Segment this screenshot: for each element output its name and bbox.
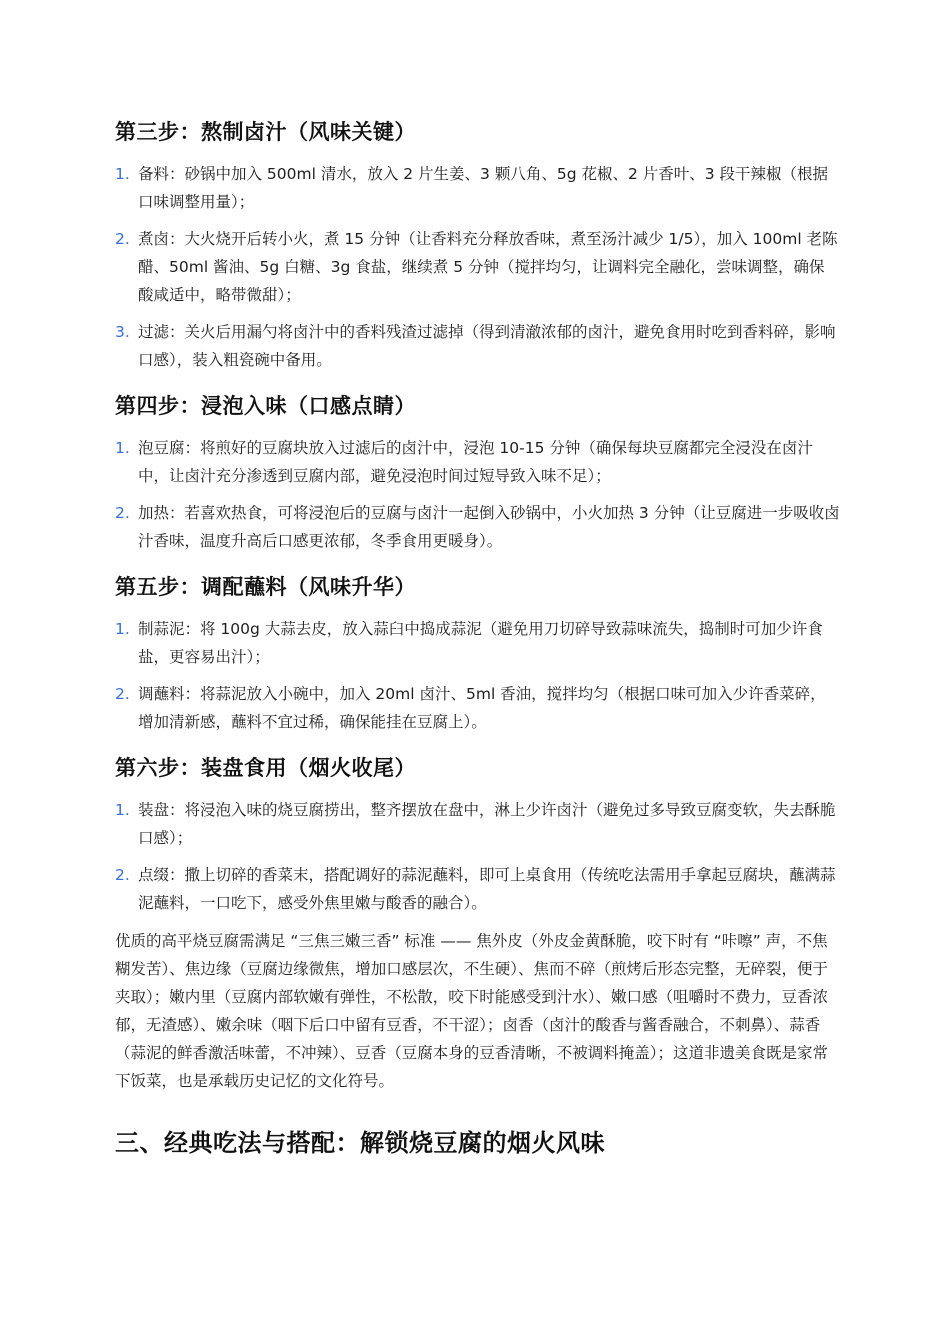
section-step-6	[115, 748, 840, 917]
list-item	[115, 796, 840, 852]
section-step-5	[115, 567, 840, 736]
section-heading: 第四步：浸泡入味（口感点睛）	[115, 394, 416, 418]
list-item	[115, 318, 840, 374]
list-item-text: 加热：若喜欢热食，可将浸泡后的豆腐与卤汁一起倒入砂锅中，小火加热 3 分钟（让豆腐进一步吸收卤汁香味，温度升高后口感更浓郁，冬季食用更暖身）。	[138, 504, 840, 550]
summary-paragraph: 优质的高平烧豆腐需满足 “三焦三嫩三香” 标准 —— 焦外皮（外皮金黄酥脆，咬下时有 “咔嚓” 声，不焦糊发苦）、焦边缘（豆腐边缘微焦，增加口感层次，不生硬）、焦而不碎（煎烤后形态完整，无碎裂，便于夹取）；嫩内里（豆腐内部软嫩有弹性，不松散，咬下时能感受到汁水）、嫩口感（咀嚼时不费力，豆香浓郁，无渣感）、嫩余味（咽下后口中留有豆香，不干涩）；卤香（卤汁的酸香与酱香融合，不刺鼻）、蒜香（蒜泥的鲜香激活味蕾，不冲辣）、豆香（豆腐本身的豆香清晰，不被调料掩盖）；这道非遗美食既是家常下饭菜，也是承载历史记忆的文化符号。	[115, 932, 829, 1090]
list-number: 1.	[115, 620, 130, 638]
list-number: 1.	[115, 801, 130, 819]
list-number: 2.	[115, 230, 130, 248]
list-number: 2.	[115, 685, 130, 703]
section-heading: 第六步：装盘食用（烟火收尾）	[115, 756, 416, 780]
list-item-text: 制蒜泥：将 100g 大蒜去皮，放入蒜臼中捣成蒜泥（避免用刀切碎导致蒜味流失，捣制时可加少许食盐，更容易出汁）；	[138, 620, 823, 666]
list-item-text: 煮卤：大火烧开后转小火，煮 15 分钟（让香料充分释放香味，煮至汤汁减少 1/5），加入 100ml 老陈醋、50ml 酱油、5g 白糖、3g 食盐，继续煮 5 分钟（搅拌均匀，让调料完全融化，尝味调整，确保酸咸适中，略带微甜）；	[138, 230, 838, 304]
list-item	[115, 225, 840, 309]
list-number: 2.	[115, 504, 130, 522]
list-item	[115, 160, 840, 216]
list-item-text: 点缀：撒上切碎的香菜末，搭配调好的蒜泥蘸料，即可上桌食用（传统吃法需用手拿起豆腐块，蘸满蒜泥蘸料，一口吃下，感受外焦里嫩与酸香的融合）。	[138, 866, 836, 912]
list-item	[115, 434, 840, 490]
chapter-heading: 三、经典吃法与搭配：解锁烧豆腐的烟火风味	[115, 1129, 605, 1157]
list-item-text: 备料：砂锅中加入 500ml 清水，放入 2 片生姜、3 颗八角、5g 花椒、2 片香叶、3 段干辣椒（根据口味调整用量）；	[138, 165, 829, 211]
list-number: 2.	[115, 866, 130, 884]
step-list	[115, 796, 840, 917]
list-number: 3.	[115, 323, 130, 341]
list-item	[115, 861, 840, 917]
step-list	[115, 434, 840, 555]
step-list	[115, 615, 840, 736]
section-heading: 第三步：熬制卤汁（风味关键）	[115, 120, 416, 144]
list-item	[115, 615, 840, 671]
list-item	[115, 680, 840, 736]
section-heading: 第五步：调配蘸料（风味升华）	[115, 575, 416, 599]
list-item	[115, 499, 840, 555]
list-number: 1.	[115, 439, 130, 457]
list-number: 1.	[115, 165, 130, 183]
document-page	[115, 112, 840, 1163]
section-step-3	[115, 112, 840, 374]
step-list	[115, 160, 840, 374]
list-item-text: 泡豆腐：将煎好的豆腐块放入过滤后的卤汁中，浸泡 10-15 分钟（确保每块豆腐都完全浸没在卤汁中，让卤汁充分渗透到豆腐内部，避免浸泡时间过短导致入味不足）；	[138, 439, 813, 485]
list-item-text: 调蘸料：将蒜泥放入小碗中，加入 20ml 卤汁、5ml 香油，搅拌均匀（根据口味可加入少许香菜碎，增加清新感，蘸料不宜过稀，确保能挂在豆腐上）。	[138, 685, 826, 731]
list-item-text: 过滤：关火后用漏勺将卤汁中的香料残渣过滤掉（得到清澈浓郁的卤汁，避免食用时吃到香料碎，影响口感），装入粗瓷碗中备用。	[138, 323, 836, 369]
section-step-4	[115, 386, 840, 555]
list-item-text: 装盘：将浸泡入味的烧豆腐捞出，整齐摆放在盘中，淋上少许卤汁（避免过多导致豆腐变软，失去酥脆口感）；	[138, 801, 836, 847]
